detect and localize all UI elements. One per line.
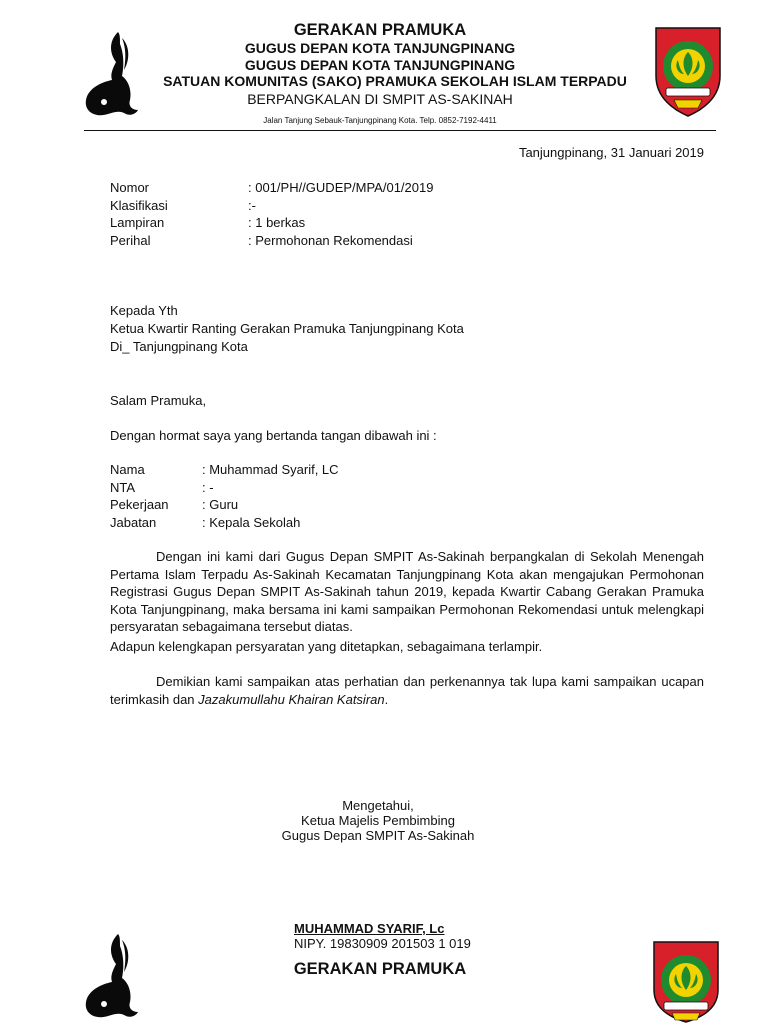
acknowledge-line-3: Gugus Depan SMPIT As-Sakinah [281,828,475,843]
header-base-line: BERPANGKALAN DI SMPIT AS-SAKINAH [247,91,513,107]
sako-sit-shield-logo [650,938,722,1024]
header-divider [84,130,716,131]
body-paragraph-2-end: . [384,691,389,707]
recipient-line-1: Kepada Yth [110,303,178,318]
signer-label-jabatan: Jabatan [110,515,157,530]
body-paragraph-1-tail: Adapun kelengkapan persyaratan yang ditetapkan, sebagaimana terlampir. [110,639,543,654]
meta-label-lampiran: Lampiran [110,215,165,230]
signer-label-nama: Nama [110,462,145,477]
meta-value-perihal: : Permohonan Rekomendasi [248,233,413,248]
body-paragraph-1-text: Dengan ini kami dari Gugus Depan SMPIT As-Sakinah berpangkalan di Sekolah Menengah Pertama Islam Terpadu As-Sakinah Kecamatan Tanjungpinang Kota akan mengajukan Permohonan Registrasi Gugus Depan SMPIT As-Sakinah tahun 2019, kepada Kwartir Cabang Gerakan Pramuka Kota Tanjungpinang, maka bersama ini kami sampaikan Permohonan Rekomendasi untuk melengkapi persyaratan sebagaimana tersebut diatas. [110,549,704,634]
meta-value-lampiran: : 1 berkas [248,215,306,230]
footer-header-title: GERAKAN PRAMUKA [293,960,467,978]
body-paragraph-2-text: Demikian kami sampaikan atas perhatian dan perkenannya tak lupa kami sampaikan ucapan terimkasih dan [110,674,704,707]
signature-name: MUHAMMAD SYARIF, Lc [294,921,445,936]
header-gudep-line-1: GUGUS DEPAN KOTA TANJUNGPINANG [244,40,516,56]
signer-label-pekerjaan: Pekerjaan [110,497,169,512]
acknowledge-line-1: Mengetahui, [342,798,414,813]
meta-label-nomor: Nomor [110,180,150,195]
place-date: Tanjungpinang, 31 Januari 2019 [518,145,704,160]
sako-sit-shield-logo [652,24,724,118]
recipient-line-3: Di_ Tanjungpinang Kota [110,339,248,354]
intro-line: Dengan hormat saya yang bertanda tangan dibawah ini : [110,428,437,443]
meta-label-perihal: Perihal [110,233,151,248]
meta-value-klasifikasi: :- [248,198,256,213]
header-gudep-line-2: GUGUS DEPAN KOTA TANJUNGPINANG [244,57,516,73]
tunas-kelapa-emblem-icon [80,930,140,1022]
signer-value-jabatan: : Kepala Sekolah [202,515,301,530]
meta-value-nomor: : 001/PH//GUDEP/MPA/01/2019 [248,180,434,195]
signer-label-nta: NTA [110,480,136,495]
header-address: Jalan Tanjung Sebauk-Tanjungpinang Kota. Telp. 0852-7192-4411 [263,116,497,125]
signer-value-pekerjaan: : Guru [202,497,239,512]
header-title: GERAKAN PRAMUKA [293,21,467,39]
signer-value-nta: : - [202,480,214,495]
signature-nipy: NIPY. 19830909 201503 1 019 [294,936,471,951]
acknowledge-line-2: Ketua Majelis Pembimbing [301,813,455,828]
meta-label-klasifikasi: Klasifikasi [110,198,168,213]
body-paragraph-2-italic: Jazakumullahu Khairan Katsiran [198,691,385,707]
header-sako-line: SATUAN KOMUNITAS (SAKO) PRAMUKA SEKOLAH ISLAM TERPADU [163,73,627,89]
body-paragraph-1 [110,548,704,636]
body-paragraph-2 [110,673,704,708]
greeting: Salam Pramuka, [110,393,207,408]
recipient-line-2: Ketua Kwartir Ranting Gerakan Pramuka Tanjungpinang Kota [110,321,464,336]
signer-value-nama: : Muhammad Syarif, LC [202,462,339,477]
